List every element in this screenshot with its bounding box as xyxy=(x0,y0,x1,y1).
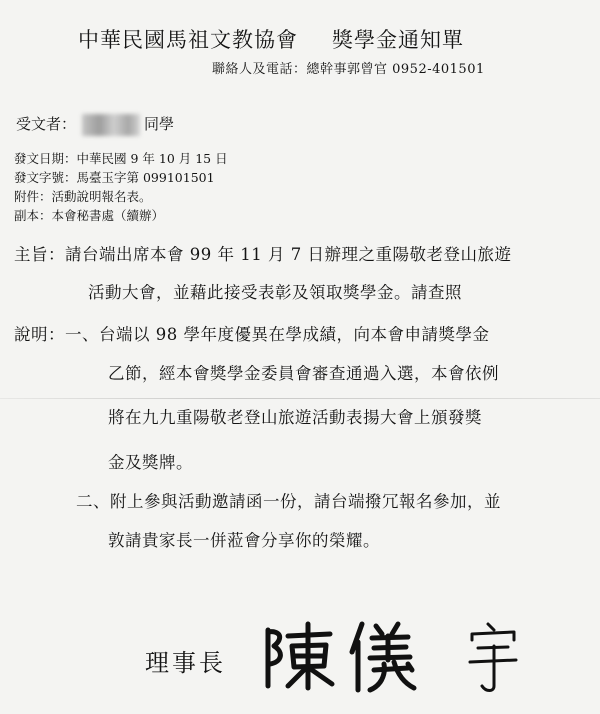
recipient-suffix: 同學 xyxy=(144,115,175,133)
scan-artifact-line xyxy=(0,398,600,399)
subject-line-2: 活動大會，並藉此接受表彰及領取獎學金。請查照 xyxy=(88,283,462,302)
contact-info: 聯絡人及電話：總幹事郭曾官 0952-401501 xyxy=(212,62,485,77)
organization-name: 中華民國馬祖文教協會 xyxy=(78,28,298,52)
chairman-title: 理事長 xyxy=(145,649,226,677)
recipient-label: 受文者： xyxy=(16,115,77,133)
redacted-name xyxy=(82,114,140,136)
attachment-note: 附件：活動說明報名表。 xyxy=(14,189,152,204)
explanation-line-5: 二、附上參與活動邀請函一份，請台端撥冗報名參加，並 xyxy=(76,492,501,511)
explanation-line-2: 乙節，經本會獎學金委員會審查通過入選，本會依例 xyxy=(108,364,499,383)
copy-to-note: 副本：本會秘書處（續辦） xyxy=(14,208,165,223)
explanation-line-1: 說明：一、台端以 98 學年度優異在學成績，向本會申請獎學金 xyxy=(14,325,490,344)
reference-number: 發文字號：馬臺玉字第 099101501 xyxy=(14,170,215,185)
explanation-line-3: 將在九九重陽敬老登山旅遊活動表揚大會上頒發獎 xyxy=(108,408,482,427)
handwritten-signature xyxy=(258,616,558,696)
explanation-line-6: 敦請貴家長一併蒞會分享你的榮耀。 xyxy=(108,531,380,550)
subject-line-1: 主旨：請台端出席本會 99 年 11 月 7 日辦理之重陽敬老登山旅遊 xyxy=(14,245,512,264)
explanation-line-4: 金及獎牌。 xyxy=(108,453,193,472)
document-title: 獎學金通知單 xyxy=(332,28,464,52)
issue-date: 發文日期：中華民國 9 年 10 月 15 日 xyxy=(14,151,228,166)
recipient-line xyxy=(16,113,174,136)
document-header xyxy=(78,24,464,54)
